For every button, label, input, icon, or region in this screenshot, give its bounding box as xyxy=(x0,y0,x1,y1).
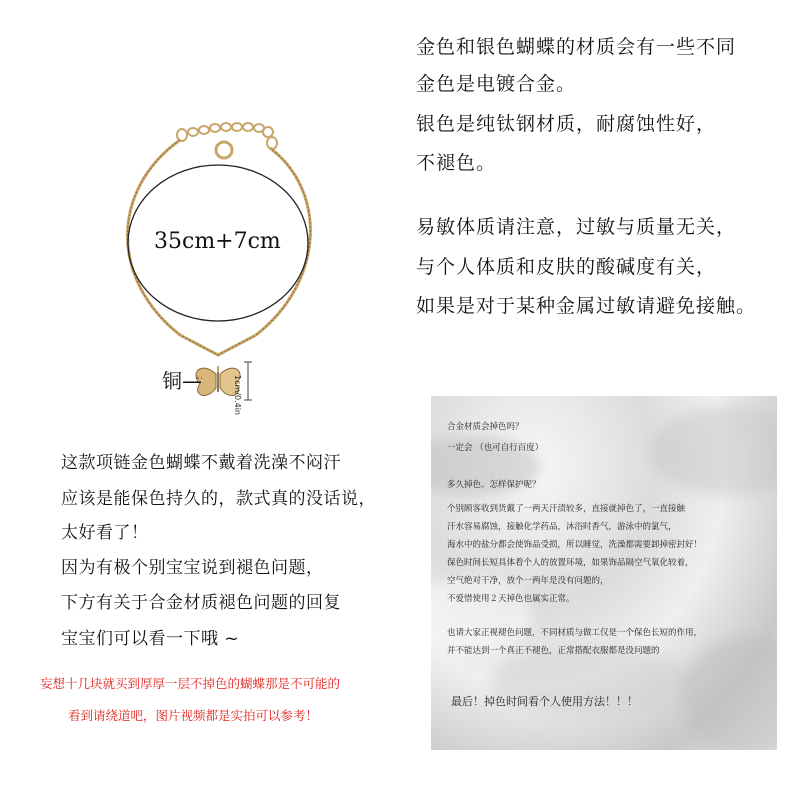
text-line: 银色是纯钛钢材质，耐腐蚀性好， xyxy=(416,113,717,135)
material-label: 铜— xyxy=(162,369,202,393)
size-label: 35cm+7cm xyxy=(154,229,281,254)
faq-line: 海水中的盐分都会使饰品受损，所以睡觉，洗澡都需要卸掉密封好！ xyxy=(447,540,703,550)
text-line: 金色和银色蝴蝶的材质会有一些不同 xyxy=(416,36,737,58)
text-line: 易敏体质请注意，过敏与质量无关， xyxy=(416,216,737,238)
text-line: 与个人体质和皮肤的酸碱度有关， xyxy=(416,256,717,278)
faq-line: 一定会 （也可自行百度） xyxy=(447,443,544,453)
faq-line: 并不能达到一个真正不褪色，正常搭配衣服都是没问题的 xyxy=(447,646,660,656)
faq-line: 汗水容易腐蚀，接触化学药品，沐浴时香气，游泳中的氯气， xyxy=(447,522,677,532)
material-text: 铜 xyxy=(162,369,182,393)
text-line: 下方有关于合金材质褪色问题的回复 xyxy=(61,593,341,613)
faq-line: 合金材质会掉色吗？ xyxy=(447,422,524,432)
faq-line: 多久掉色、怎样保护呢？ xyxy=(447,480,541,490)
faq-photo xyxy=(431,396,777,750)
text-line: 不褪色。 xyxy=(416,152,497,174)
text-line: 这款项链金色蝴蝶不戴着洗澡不闷汗 xyxy=(61,453,341,473)
pendant-size-label: 1cm/0.4in xyxy=(233,375,242,415)
text-line: 金色是电镀合金。 xyxy=(416,73,577,95)
text-line: 应该是能保色持久的，款式真的没话说， xyxy=(61,489,376,509)
faq-line: 保色时间长短具体看个人的放置环境，如果饰品隔空气氧化较着， xyxy=(447,558,694,568)
faq-line: 也请大家正视褪色问题，不同材质与做工仅是一个保色长短的作用， xyxy=(447,628,703,638)
text-line: 因为有极个别宝宝说到褪色问题， xyxy=(61,558,324,578)
text-line: 太好看了！ xyxy=(61,523,149,543)
text-line: 如果是对于某种金属过敏请避免接触。 xyxy=(416,295,757,317)
text-line: 宝宝们可以看一下哦 ~ xyxy=(61,629,240,649)
extender-chain xyxy=(177,123,277,158)
faq-line: 个别顾客收到货戴了一两天汗渍较多，直接就掉色了，一直接触 xyxy=(447,504,686,514)
faq-line: 最后！掉色时间看个人使用方法！！！ xyxy=(451,695,638,708)
warning-line: 看到请绕道吧，图片视频都是实拍可以参考！ xyxy=(68,708,319,723)
warning-line: 妄想十几块就买到厚厚一层不掉色的蝴蝶那是不可能的 xyxy=(40,676,341,691)
faq-line: 不爱惜使用２天掉色也属实正常。 xyxy=(447,594,575,604)
faq-line: 空气绝对干净，放个一两年是没有问题的， xyxy=(447,576,609,586)
